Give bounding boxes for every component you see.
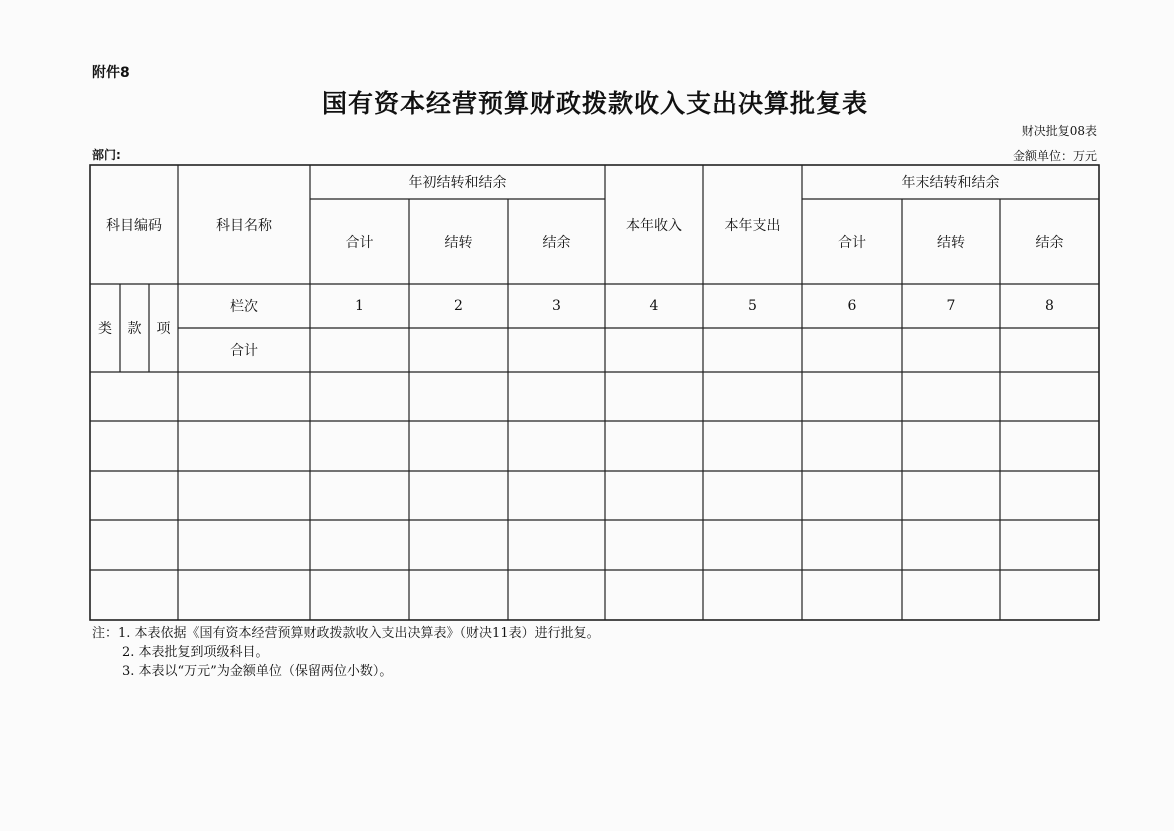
header-begin-carryover: 结转 <box>444 234 473 251</box>
header-begin-total: 合计 <box>345 234 374 251</box>
column-number: 5 <box>748 298 757 314</box>
note-line-3: 3. 本表以“万元”为金额单位（保留两位小数）。 <box>122 664 393 679</box>
column-number: 4 <box>649 298 659 314</box>
header-end-surplus: 结余 <box>1035 234 1064 251</box>
header-current-expense: 本年支出 <box>724 217 781 234</box>
column-number: 3 <box>552 298 561 314</box>
class-label: 类 <box>98 321 112 337</box>
column-number: 2 <box>454 298 463 314</box>
notes-prefix: 注： <box>92 626 119 641</box>
header-begin-surplus: 结余 <box>542 234 571 251</box>
header-end-balance-group: 年末结转和结余 <box>901 175 1000 191</box>
item-label: 项 <box>156 321 171 337</box>
amount-unit: 金额单位：万元 <box>1012 149 1097 163</box>
header-subject-name: 科目名称 <box>216 217 272 234</box>
column-number: 1 <box>355 298 364 314</box>
section-label: 款 <box>127 321 142 337</box>
header-end-carryover: 结转 <box>937 234 965 251</box>
note-line-2: 2. 本表批复到项级科目。 <box>122 645 269 660</box>
note-line-1 <box>92 624 600 643</box>
column-order-label: 栏次 <box>230 299 258 315</box>
header-subject-code: 科目编码 <box>106 217 162 234</box>
notes-section <box>92 624 600 681</box>
form-title: 国有资本经营预算财政拨款收入支出决算批复表 <box>321 89 868 118</box>
form-code: 财决批复08表 <box>1021 124 1097 138</box>
total-row-label: 合计 <box>230 343 258 359</box>
header-end-total: 合计 <box>838 234 866 251</box>
column-number: 7 <box>946 298 956 314</box>
header-current-income: 本年收入 <box>626 217 682 234</box>
column-number: 8 <box>1045 298 1054 314</box>
department-label: 部门: <box>92 148 121 162</box>
column-number: 6 <box>847 298 857 314</box>
header-begin-balance-group: 年初结转和结余 <box>408 175 507 191</box>
attachment-label: 附件8 <box>92 65 130 81</box>
note-text: 1. 本表依据《国有资本经营预算财政拨款收入支出决算表》（财决11表）进行批复。 <box>118 626 600 641</box>
